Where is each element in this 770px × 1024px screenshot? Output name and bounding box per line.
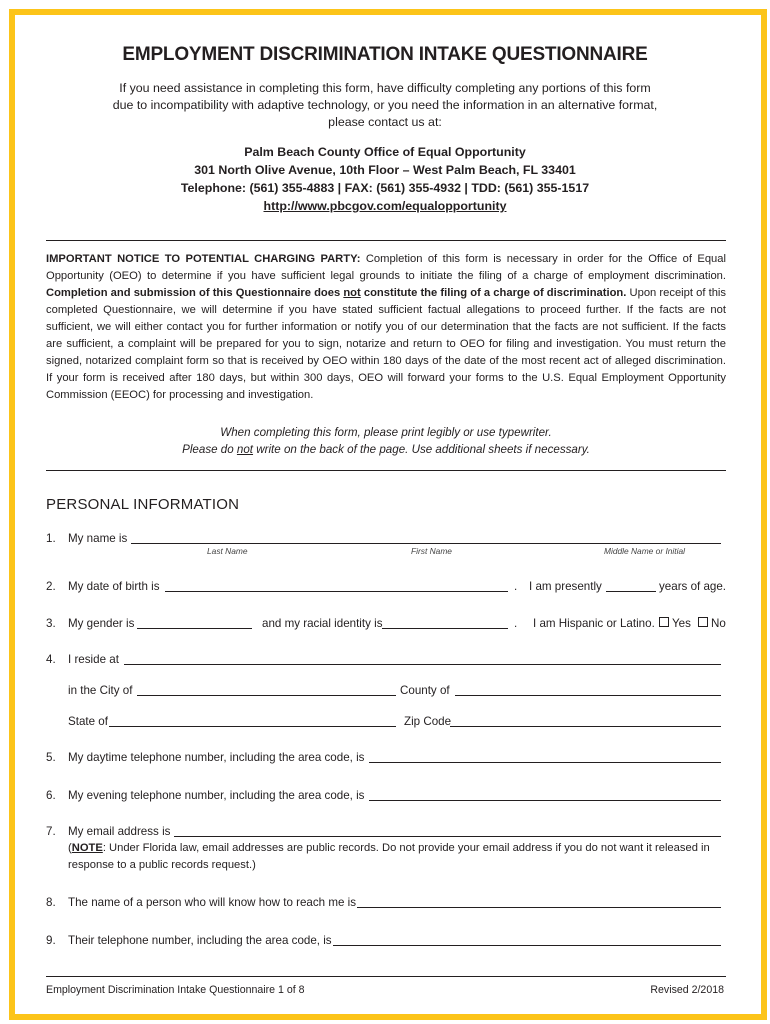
punctuation: .	[514, 617, 518, 630]
daytime-phone-field[interactable]	[369, 762, 721, 763]
city-field[interactable]	[137, 695, 396, 696]
intro-text	[100, 80, 670, 131]
question-number: 4.	[46, 653, 56, 666]
question-label: Zip Code	[404, 715, 452, 728]
intro-line: If you need assistance in completing this form, have difficulty completing any portions of this form	[119, 81, 651, 95]
section-heading: PERSONAL INFORMATION	[46, 496, 240, 513]
intro-line: due to incompatibility with adaptive technology, or you need the information in an alternative format,	[112, 98, 658, 112]
intro-line: please contact us at:	[328, 115, 442, 129]
name-field[interactable]	[131, 543, 721, 544]
racial-identity-field[interactable]	[382, 628, 508, 629]
office-name: Palm Beach County Office of Equal Opportunity	[244, 145, 526, 159]
question-number: 1.	[46, 532, 56, 545]
question-label: The name of a person who will know how to reach me is	[68, 896, 357, 909]
field-caption: First Name	[411, 546, 452, 556]
field-caption: Last Name	[207, 546, 248, 556]
question-number: 8.	[46, 896, 56, 909]
question-label: My email address is	[68, 825, 171, 838]
instruction-line: Please do not write on the back of the page. Use additional sheets if necessary.	[182, 443, 590, 456]
question-label: in the City of	[68, 684, 133, 697]
date-of-birth-field[interactable]	[165, 591, 508, 592]
question-label: My name is	[68, 532, 128, 545]
checkbox-icon[interactable]	[659, 617, 669, 627]
footer-title: Employment Discrimination Intake Questionnaire 1 of 8	[46, 984, 305, 996]
office-address: 301 North Olive Avenue, 10th Floor – West Palm Beach, FL 33401	[194, 163, 576, 177]
notice-text: Upon receipt of this completed Questionnaire, we will determine if you have stated sufficient factual allegations to proceed further. If the facts are not sufficient, we will either contact you for further information or notify you of our determination that the facts are not sufficient. If the facts are sufficient, a complaint will be prepared for you to sign, notarize and return to OEO for filing and investigation. You must return the signed, notarized complaint form so that is received by OEO within 180 days of the date of the most recent act of alleged discrimination. If your form is received after 180 days, but within 300 days, OEO will forward your forms to the U.S. Equal Employment Opportunity Commission (EEOC) for processing and investigation.	[46, 287, 727, 401]
county-field[interactable]	[455, 695, 721, 696]
question-label: My evening telephone number, including the area code, is	[68, 789, 365, 802]
gender-field[interactable]	[137, 628, 252, 629]
email-note: (NOTE: Under Florida law, email addresses are public records. Do not provide your email address if you do not want it released in	[68, 842, 710, 854]
instruction-line: When completing this form, please print legibly or use typewriter.	[220, 426, 552, 439]
contact-person-field[interactable]	[357, 907, 721, 908]
notice-heading: IMPORTANT NOTICE TO POTENTIAL CHARGING PARTY:	[46, 253, 361, 265]
evening-phone-field[interactable]	[369, 800, 721, 801]
hispanic-yes-option[interactable]: Yes	[659, 617, 691, 630]
question-label: I am presently	[529, 580, 602, 593]
question-label: My gender is	[68, 617, 135, 630]
footer-revision: Revised 2/2018	[650, 984, 724, 996]
footer-divider	[46, 976, 726, 977]
question-label: and my racial identity is	[262, 617, 383, 630]
question-label: years of age.	[659, 580, 727, 593]
notice-text: Completion of this form is necessary in order for the Office of Equal Opportunity (OEO) to determine if you have sufficient legal grounds to initiate the filing of a charge of employment discrimination.	[46, 253, 726, 282]
age-field[interactable]	[606, 591, 656, 592]
question-number: 3.	[46, 617, 56, 630]
hispanic-no-option[interactable]: No	[698, 617, 726, 630]
question-number: 5.	[46, 751, 56, 764]
divider	[46, 470, 726, 471]
address-field[interactable]	[124, 664, 721, 665]
question-number: 6.	[46, 789, 56, 802]
question-label: I am Hispanic or Latino.	[533, 617, 655, 630]
divider	[46, 240, 726, 241]
checkbox-icon[interactable]	[698, 617, 708, 627]
email-field[interactable]	[174, 836, 721, 837]
form-title: EMPLOYMENT DISCRIMINATION INTAKE QUESTIONNAIRE	[122, 44, 648, 65]
question-label: My date of birth is	[68, 580, 160, 593]
punctuation: .	[514, 580, 518, 593]
question-number: 2.	[46, 580, 56, 593]
question-label: Their telephone number, including the area code, is	[68, 934, 332, 947]
office-phones: Telephone: (561) 355-4883 | FAX: (561) 355-4932 | TDD: (561) 355-1517	[180, 181, 590, 195]
notice-bold: Completion and submission of this Questionnaire does not constitute the filing of a charge of discrimination.	[46, 287, 627, 299]
question-label: County of	[400, 684, 450, 697]
question-label: My daytime telephone number, including the area code, is	[68, 751, 365, 764]
contact-phone-field[interactable]	[333, 945, 721, 946]
office-contact	[100, 143, 670, 215]
field-caption: Middle Name or Initial	[604, 546, 685, 556]
question-number: 7.	[46, 825, 56, 838]
question-number: 9.	[46, 934, 56, 947]
question-label: State of	[68, 715, 108, 728]
question-label: I reside at	[68, 653, 119, 666]
email-note: response to a public records request.)	[68, 859, 256, 871]
state-field[interactable]	[109, 726, 396, 727]
office-website-link[interactable]: http://www.pbcgov.com/equalopportunity	[263, 199, 507, 213]
important-notice	[46, 251, 726, 404]
zip-code-field[interactable]	[450, 726, 721, 727]
instructions	[46, 424, 726, 458]
